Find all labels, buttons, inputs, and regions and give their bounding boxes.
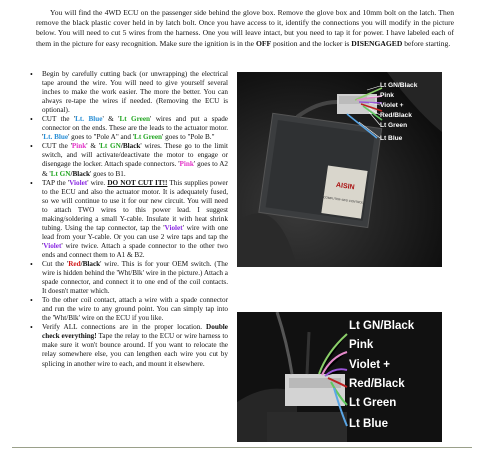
label-pink: Pink (380, 92, 394, 99)
do-not-cut-warning: DO NOT CUT IT!! (107, 178, 168, 187)
list-item (42, 260, 228, 296)
ecu-sub-label: COMPUTER-4WD CONTROL (323, 195, 364, 205)
bullet-7-text: Tape the relay to the ECU or wire harness to make sure it won't bounce around. If you want to relocate the relay somewhere else, you can lengthen each wire you cut by splicing in another wire to each, and mount it elsewhere. (42, 332, 229, 368)
label-red-black: Red/Black (349, 378, 405, 390)
label-lt-blue: Lt Blue (349, 418, 388, 430)
bullet-4-text: ' wire twice. Attach a spade connector to the other two ends and connect them to A1 & B2. (42, 241, 228, 259)
wire-lt-gn: Lt GN (50, 169, 71, 178)
bullet-3-text: ' wires. These go to the limit switch, and will activate/deactivate the motor to engage or disengage the locker. Attach spade connectors. ' (42, 142, 228, 169)
bullet-5-text: ' wire. This is for your OEM switch. (The wire is hidden behind the 'Wht/Blk' wire in the picture.) Attach a spade connector, and connect it to one end of the coil contacts. It doesn't matter which. (42, 259, 228, 296)
wire-pink: Pink (179, 160, 194, 169)
label-lt-gn-black: Lt GN/Black (380, 82, 418, 89)
bullet-4-text: This supplies power to the ECU and also the actuator motor. It is adequately fused, so we will continue to use it for our new circuit. You will need to attach TWO wires to this power lead. I suggest making/soldering a small Y-cable. Insulate it with heat shrink tubing. Using the tap connector, tap the ' (42, 178, 228, 232)
intro-paragraph (36, 8, 454, 49)
wire-violet: Violet (164, 223, 183, 232)
wire-black: /Black (70, 169, 91, 178)
wire-lt-blue: Lt. Blue (75, 115, 103, 124)
instruction-list (28, 70, 228, 369)
disengaged-emphasis: DISENGAGED (351, 38, 403, 48)
bullet-3-text: CUT the ' (42, 142, 72, 151)
bullet-4-text: ' wire. (87, 178, 108, 187)
off-emphasis: OFF (255, 38, 272, 48)
ecu-photo (237, 72, 442, 267)
bullet-3-text: ' goes to A2 & ' (42, 160, 228, 178)
wire-lt-green: Lt Green (134, 133, 163, 142)
connector-closeup-photo (237, 312, 442, 442)
list-item (42, 296, 228, 323)
wire-black: /Black (80, 259, 101, 268)
wire-lt-gn: Lt GN (100, 142, 121, 151)
label-red-black: Red/Black (380, 112, 412, 119)
intro-text-2: position and the locker is (271, 38, 352, 48)
label-lt-green: Lt Green (349, 397, 397, 409)
list-item (42, 179, 228, 260)
label-pink: Pink (349, 339, 374, 351)
bullet-2-text: CUT the ' (42, 115, 76, 124)
ecu-photo-illustration (237, 72, 442, 267)
bullet-2-text: ' goes to "Pole B." (162, 133, 215, 142)
label-lt-gn-black: Lt GN/Black (349, 320, 415, 332)
wire-lt-blue: Lt. Blue (43, 133, 69, 142)
bullet-2-text: ' goes to "Pole A" and ' (68, 133, 135, 142)
wire-red: Red (68, 259, 81, 268)
bullet-1-text: Begin by carefully cutting back (or unwrapping) the electrical tape around the wire. You will need to give yourself several inches to make the work easier. The more the better. You can always re-tape the wires if needed. (Removing the ECU is optional). (42, 70, 228, 115)
wire-violet: Violet (43, 241, 62, 250)
list-item (42, 115, 228, 142)
wire-black: /Black (120, 142, 141, 151)
list-item (42, 142, 228, 178)
label-lt-blue: Lt Blue (380, 135, 403, 142)
bullet-3-text: ' & ' (86, 142, 101, 151)
bullet-2-text: ' & ' (102, 115, 120, 124)
double-check-emphasis: Double check everything! (42, 323, 228, 341)
ecu-brand-label: AISIN (335, 181, 355, 192)
bullet-3-text: ' goes to B1. (90, 169, 126, 178)
intro-text-3: before starting. (402, 38, 451, 48)
bullet-6-text: To the other coil contact, attach a wire with a spade connector and run the wire to any ground point. You can simply tap into the 'Wht/Blk' wire on the ECU if you like. (42, 296, 228, 323)
wire-pink: Pink (71, 142, 87, 151)
bullet-5-text: Cut the ' (42, 259, 69, 268)
wire-lt-green: Lt Green (119, 115, 151, 124)
intro-text: You will find the 4WD ECU on the passenger side behind the glove box. Remove the glove box and 10mm bolt on the latch. Then remove the black plastic cover held in by latch bolt. Once you have access to it, identify the connections you will modify in the picture below. You will need to cut 5 wires from the harness. One you will leave intact, but you need to tap it for power. I have labeled each of them in the picture for easy recognition. Make sure the ignition is in the (36, 8, 454, 48)
wire-violet: Violet (69, 178, 88, 187)
list-item (42, 323, 228, 368)
label-lt-green: Lt Green (380, 122, 408, 129)
bullet-7-text: Verify ALL connections are in the proper location. (42, 323, 207, 332)
bullet-2-text: ' wires and put a spade connector on the ends. These are the leads to the actuator motor. ' (42, 115, 228, 142)
label-violet: Violet + (349, 359, 391, 371)
bullet-4-text: TAP the ' (42, 178, 70, 187)
label-violet: Violet + (380, 102, 404, 109)
footer-rule (12, 447, 472, 448)
list-item (42, 70, 228, 115)
bullet-4-text: ' wire with one lead from your Y-cable. Or you can use 2 wire taps and tap the ' (42, 223, 228, 250)
